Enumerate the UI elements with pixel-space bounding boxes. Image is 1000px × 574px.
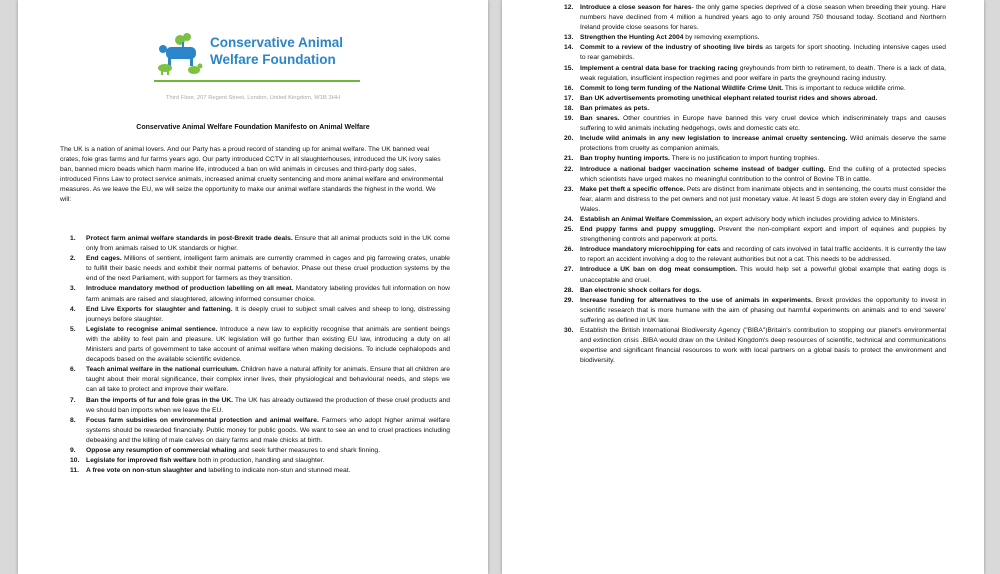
item-heading: Establish an Animal Welfare Commission, (580, 215, 714, 223)
item-heading: Ban primates as pets. (580, 104, 650, 112)
item-text: as targets for sport shooting. Including intensive cages used to rear gamebirds. (580, 44, 947, 62)
manifesto-item (564, 43, 946, 63)
item-heading: Increase funding for alternatives to the use of animals in experiments. (580, 296, 813, 304)
manifesto-item (564, 33, 946, 43)
item-text: labelling to indicate non-stun and stunned meat. (206, 467, 351, 475)
manifesto-item (564, 154, 946, 164)
item-number: 20. (564, 135, 574, 143)
item-number: 10. (70, 457, 80, 465)
item-heading: Legislate to recognise animal sentience. (86, 325, 218, 333)
item-text: The UK has already outlawed the production of these cruel products and we should ban imports when we leave the EU. (86, 396, 450, 414)
animals-logo-icon (154, 32, 208, 78)
manifesto-item (564, 3, 946, 33)
manifesto-item (564, 265, 946, 285)
item-heading: Include wild animals in any new legislation to increase animal cruelty sentencing. (580, 135, 848, 143)
address-line: Third Floor, 207 Regent Street, London, United Kingdom, W1B 3HH (166, 95, 340, 101)
document-title: Conservative Animal Welfare Foundation Manifesto on Animal Welfare (136, 124, 370, 131)
item-number: 21. (564, 155, 574, 163)
manifesto-item (70, 466, 450, 476)
manifesto-list-left (70, 234, 450, 476)
item-heading: Introduce mandatory microchipping for cats (580, 246, 721, 254)
item-text: Ensure that all animal products sold in the UK come only from animals raised to UK standards or higher. (86, 235, 450, 253)
foundation-logo (154, 32, 384, 84)
manifesto-item (564, 104, 946, 114)
item-number: 27. (564, 266, 574, 274)
manifesto-item (70, 416, 450, 446)
item-text: Other countries in Europe have banned this very cruel device which indiscriminately traps and causes suffering to wild animals including hedgehogs, owls and domestic cats etc. (580, 115, 946, 133)
item-text: Farmers who adopt higher animal welfare systems should be rewarded financially. Public money for public goods. We want to see an end to cruel practices including debeaking and the killing of male calves on dairy farms and male chicks at birth. (86, 416, 450, 444)
manifesto-item (564, 185, 946, 215)
item-text: This is important to reduce wildlife crime. (783, 84, 906, 92)
manifesto-item (70, 396, 450, 416)
item-heading: Commit to a review of the industry of shooting live birds (580, 44, 763, 52)
item-number: 16. (564, 84, 574, 92)
manifesto-item (70, 305, 450, 325)
item-number: 9. (70, 446, 76, 454)
item-number: 24. (564, 215, 574, 223)
item-heading: Introduce a national badger vaccination scheme instead of badger culling. (580, 165, 826, 173)
item-number: 14. (564, 44, 574, 52)
item-heading: Commit to long term funding of the National Wildlife Crime Unit. (580, 84, 784, 92)
item-heading: Introduce mandatory method of production labelling on all meat. (86, 285, 294, 293)
item-number: 19. (564, 115, 574, 123)
item-number: 11. (70, 467, 79, 475)
item-heading: Make pet theft a specific offence. (580, 185, 685, 193)
item-heading: Introduce a close season for hares (580, 4, 692, 11)
item-text: Pets are distinct from inanimate objects and in sentencing, the courts must consider the fear, alarm and distress to the pet owners and not just monetary value. At least 5 dogs are stolen every day in England and Wales. (580, 185, 946, 213)
logo-underline (154, 80, 360, 82)
item-number: 18. (564, 104, 574, 112)
item-text: There is no justification to import hunting trophies. (669, 155, 820, 163)
item-text: End the culling of a protected species which scientists have urged makes no meaningful contribution to the control of Bovine TB in cattle. (580, 165, 946, 183)
manifesto-item (70, 365, 450, 395)
item-text: Mandatory labeling provides full information on how farm animals are raised and slaughtered, allowing informed consumer choice. (86, 285, 450, 303)
manifesto-item (564, 134, 946, 154)
item-text: an expert advisory body which includes providing advice to Ministers. (713, 215, 920, 223)
item-text: Introduce a new law to explicitly recognise that animals are sentient beings with the ability to feel pain and pleasure. UK legislation will go further than existing EU law, introducing a duty on all Ministers and parts of government to take account of animal welfare when making decisions. To include cephalopods and decapods based on the available scientific evidence. (86, 325, 450, 364)
item-heading: Implement a central data base for tracking racing (580, 64, 738, 72)
manifesto-item (564, 165, 946, 185)
item-heading: End cages. (86, 255, 122, 263)
manifesto-item (564, 326, 946, 366)
manifesto-item (564, 245, 946, 265)
item-number: 12. (564, 4, 574, 11)
item-number: 23. (564, 185, 574, 193)
item-heading: Focus farm subsidies on environmental protection and animal welfare. (86, 416, 319, 424)
item-heading: Protect farm animal welfare standards in post-Brexit trade deals. (86, 235, 293, 242)
item-number: 25. (564, 226, 574, 234)
manifesto-item (70, 284, 450, 304)
logo-text (210, 34, 343, 68)
item-heading: Oppose any resumption of commercial whaling (86, 446, 237, 454)
item-number: 2. (70, 255, 76, 263)
item-heading: Ban electronic shock collars for dogs. (580, 286, 702, 294)
manifesto-item (564, 84, 946, 94)
item-number: 15. (564, 64, 574, 72)
item-heading: A free vote on non-stun slaughter and (86, 467, 207, 475)
document-page-right (502, 0, 984, 574)
item-number: 28. (564, 286, 574, 294)
item-number: 29. (564, 296, 574, 304)
item-heading: Introduce a UK ban on dog meat consumption. (580, 266, 737, 274)
item-heading: End Live Exports for slaughter and fattening. (86, 305, 233, 313)
item-number: 26. (564, 246, 574, 254)
manifesto-item (70, 456, 450, 466)
item-text: and seek further measures to end shark finning. (236, 446, 380, 454)
manifesto-list-right (564, 3, 946, 366)
item-text: Millions of sentient, intelligent farm animals are currently crammed in cages and pig farrowing crates, unable to fulfill their basic needs and exhibit their normal patterns of behavior. Phase out these cruel production systems by the end of the next Parliament, with support for farmers as they transition. (86, 255, 450, 283)
item-text: greyhounds from birth to retirement, to death. There is a lack of data, weak regulation, insufficient inspection regimes and poor welfare in parts the greyhound racing industry. (580, 64, 946, 82)
item-text: Establish the British International Biodiversity Agency ("BIBA")Britain's contribution to stopping our planet's environmental and extinction crisis .BIBA would draw on the United Kingdom's deep resources of scientific, technical and communications expertise and significant financial resources to work with local partners on a global basis to protect the environment and biodiversity. (580, 327, 946, 365)
intro-paragraph: The UK is a nation of animal lovers. And our Party has a proud record of standing up for animal welfare. The UK banned veal crates, foie gras farms and fur farms years ago. Our party introduced CCTV in all slaughterhouses, introduced the UK ivory sales ban, banned micro beads which harm marine life, introduced a ban on wild animals in circuses and third-party dog sales, introduced Finns Law to protect service animals, increased animal cruelty sentencing and more animal welfare and environmental measures. As we leave the EU, we will seize the opportunity to make our animal welfare standards the highest in the world. We will: (60, 146, 444, 204)
item-number: 1. (70, 235, 76, 242)
manifesto-item (70, 234, 450, 254)
document-page-left (18, 0, 488, 574)
item-heading: Teach animal welfare in the national curriculum. (86, 366, 239, 374)
manifesto-item (564, 225, 946, 245)
item-number: 17. (564, 94, 574, 102)
item-number: 7. (70, 396, 76, 404)
item-heading: Ban snares. (580, 115, 620, 123)
item-text: and recording of cats involved in fatal traffic accidents. It is currently the law to report an accident involving a dog to the relevant authorities but not a cat. This needs to be addressed. (580, 246, 946, 264)
item-number: 3. (70, 285, 76, 293)
item-text: - the only game species deprived of a close season when breeding their young. Hare numbers have declined from 4 million a hundred years ago to only around 750 thousand today. Scotland and Northern Ireland provide close seasons for hares. (580, 4, 946, 32)
item-number: 6. (70, 366, 76, 374)
item-number: 22. (564, 165, 574, 173)
item-number: 4. (70, 305, 76, 313)
item-text: Prevent the non-compliant export and import of equines and puppies by strengthening controls and paperwork at ports. (580, 226, 947, 244)
logo-line-1: Conservative Animal (210, 35, 344, 50)
item-heading: Ban UK advertisements promoting unethical elephant related tourist rides and shows abroad. (580, 94, 878, 102)
item-number: 5. (70, 325, 76, 333)
logo-line-2: Welfare Foundation (210, 52, 336, 67)
item-heading: Legislate for improved fish welfare (86, 457, 197, 465)
manifesto-item (70, 446, 450, 456)
item-heading: End puppy farms and puppy smuggling. (580, 226, 716, 234)
manifesto-item (564, 114, 946, 134)
manifesto-item (70, 325, 450, 365)
manifesto-item (564, 296, 946, 326)
manifesto-item (564, 286, 946, 296)
item-heading: Ban trophy hunting imports. (580, 155, 670, 163)
item-heading: Ban the imports of fur and foie gras in the UK. (86, 396, 234, 404)
item-number: 8. (70, 416, 76, 424)
item-text: Brexit provides the opportunity to invest in scientific research that is more humane with the aim of phasing out harmful experiments on animals and to end 'severe' suffering as defined in UK law. (580, 296, 946, 324)
item-heading: Strengthen the Hunting Act 2004 (580, 34, 684, 42)
manifesto-item (564, 215, 946, 225)
item-text: It is deeply cruel to subject small calves and sheep to long, distressing journeys before slaughter. (86, 305, 450, 323)
item-text: by removing exemptions. (683, 34, 760, 42)
manifesto-item (564, 94, 946, 104)
item-text: Wild animals deserve the same protections from cruelty as companion animals. (580, 135, 947, 153)
manifesto-item (70, 254, 450, 284)
item-number: 13. (564, 34, 574, 42)
item-text: Children have a natural affinity for animals. Ensure that all children are taught about their moral significance, their complex inner lives, their physiological and behavioural needs, and steps we can all take to protect and improve their welfare. (86, 366, 450, 394)
item-number: 30. (564, 327, 574, 334)
item-text: both in production, handling and slaughter. (196, 457, 325, 465)
manifesto-item (564, 64, 946, 84)
item-text: This would help set a powerful global example that eating dogs is unacceptable and cruel. (580, 266, 946, 284)
